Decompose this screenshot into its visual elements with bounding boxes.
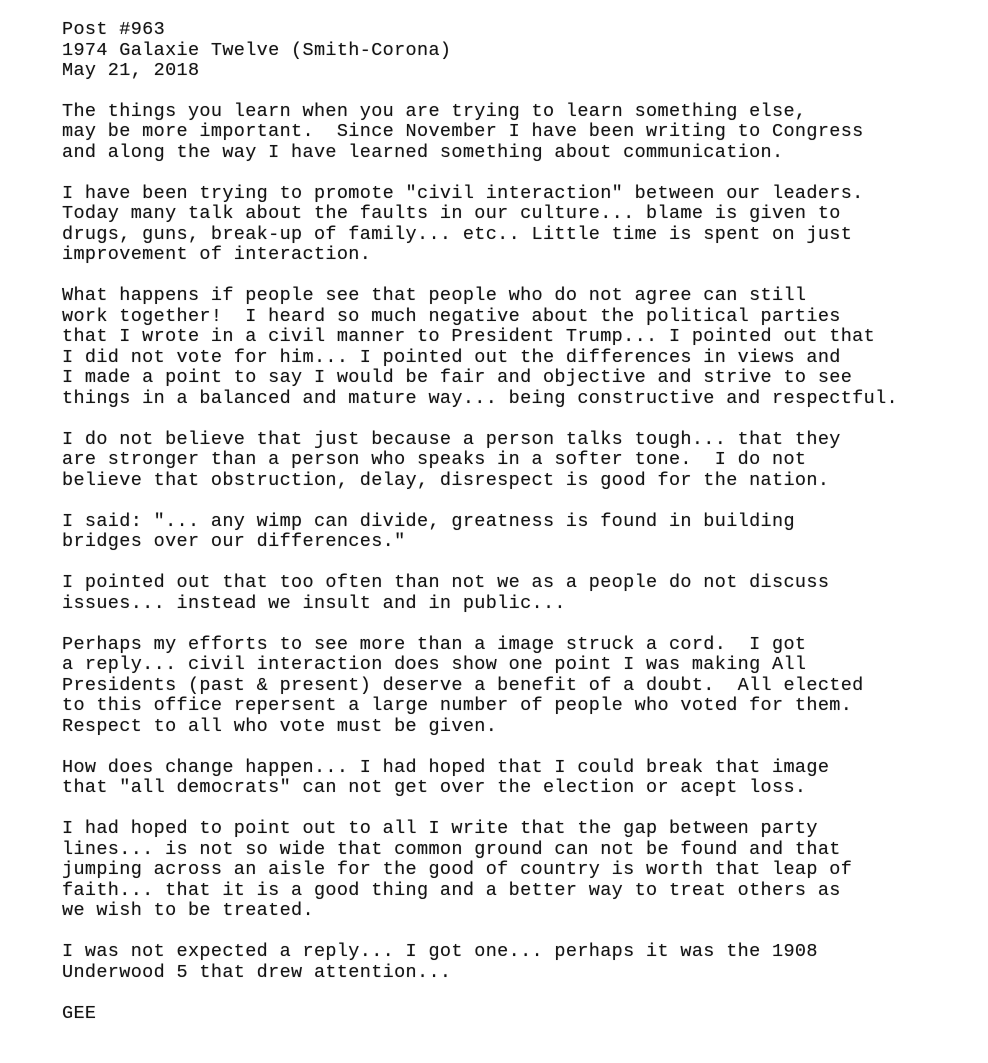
- text-line: things in a balanced and mature way... being constructive and respectful.: [62, 387, 898, 409]
- paragraph: [62, 430, 972, 492]
- text-line: work together! I heard so much negative about the political parties: [62, 305, 841, 327]
- paragraph: [62, 184, 972, 266]
- text-line: How does change happen... I had hoped that I could break that image: [62, 756, 830, 778]
- text-line: I have been trying to promote "civil interaction" between our leaders.: [62, 182, 864, 204]
- text-line: issues... instead we insult and in public...: [62, 592, 566, 614]
- text-line: a reply... civil interaction does show one point I was making All: [62, 654, 807, 675]
- text-line: jumping across an aisle for the good of country is worth that leap of: [62, 859, 853, 880]
- text-line: I had hoped to point out to all I write that the gap between party: [62, 818, 818, 839]
- paragraph: [62, 758, 972, 799]
- paragraph: [62, 819, 972, 922]
- paragraph: [62, 102, 972, 164]
- text-line: bridges over our differences.": [62, 531, 406, 552]
- text-line: I pointed out that too often than not we as a people do not discuss: [62, 572, 830, 593]
- text-line: I did not vote for him... I pointed out the differences in views and: [62, 346, 841, 368]
- text-line: lines... is not so wide that common ground can not be found and that: [62, 838, 841, 860]
- letter-body: [62, 102, 972, 984]
- text-line: may be more important. Since November I have been writing to Congress: [62, 121, 864, 142]
- typed-letter: [62, 20, 972, 1024]
- text-line: believe that obstruction, delay, disrespect is good for the nation.: [62, 469, 830, 491]
- text-line: Presidents (past & present) deserve a benefit of a doubt. All elected: [62, 674, 864, 696]
- paragraph: [62, 512, 972, 553]
- text-line: I said: "... any wimp can divide, greatness is found in building: [62, 510, 795, 532]
- text-line: are stronger than a person who speaks in a softer tone. I do not: [62, 449, 807, 470]
- text-line: The things you learn when you are trying to learn something else,: [62, 100, 807, 122]
- text-line: that I wrote in a civil manner to President Trump... I pointed out that: [62, 326, 876, 347]
- paragraph: [62, 286, 972, 409]
- text-line: that "all democrats" can not get over the election or acept loss.: [62, 777, 807, 798]
- typewriter-model: 1974 Galaxie Twelve (Smith-Corona): [62, 39, 452, 61]
- text-line: I made a point to say I would be fair and objective and strive to see: [62, 367, 853, 388]
- text-line: I was not expected a reply... I got one... perhaps it was the 1908: [62, 941, 818, 962]
- text-line: Today many talk about the faults in our culture... blame is given to: [62, 203, 841, 224]
- signature: GEE: [62, 1002, 97, 1024]
- text-line: and along the way I have learned something about communication.: [62, 141, 784, 163]
- text-line: improvement of interaction.: [62, 244, 372, 265]
- paragraph: [62, 942, 972, 983]
- paragraph: [62, 573, 972, 614]
- post-number: Post #963: [62, 19, 166, 40]
- text-line: Underwood 5 that drew attention...: [62, 961, 452, 983]
- text-line: Perhaps my efforts to see more than a image struck a cord. I got: [62, 633, 807, 655]
- signature-block: [62, 1004, 972, 1025]
- paragraph: [62, 635, 972, 738]
- text-line: drugs, guns, break-up of family... etc.. Little time is spent on just: [62, 223, 853, 245]
- letter-header: [62, 20, 972, 82]
- text-line: Respect to all who vote must be given.: [62, 715, 498, 737]
- text-line: I do not believe that just because a person talks tough... that they: [62, 428, 841, 450]
- text-line: we wish to be treated.: [62, 900, 314, 921]
- text-line: What happens if people see that people who do not agree can still: [62, 285, 807, 306]
- text-line: faith... that it is a good thing and a better way to treat others as: [62, 879, 841, 901]
- letter-date: May 21, 2018: [62, 60, 200, 81]
- text-line: to this office repersent a large number of people who voted for them.: [62, 695, 853, 716]
